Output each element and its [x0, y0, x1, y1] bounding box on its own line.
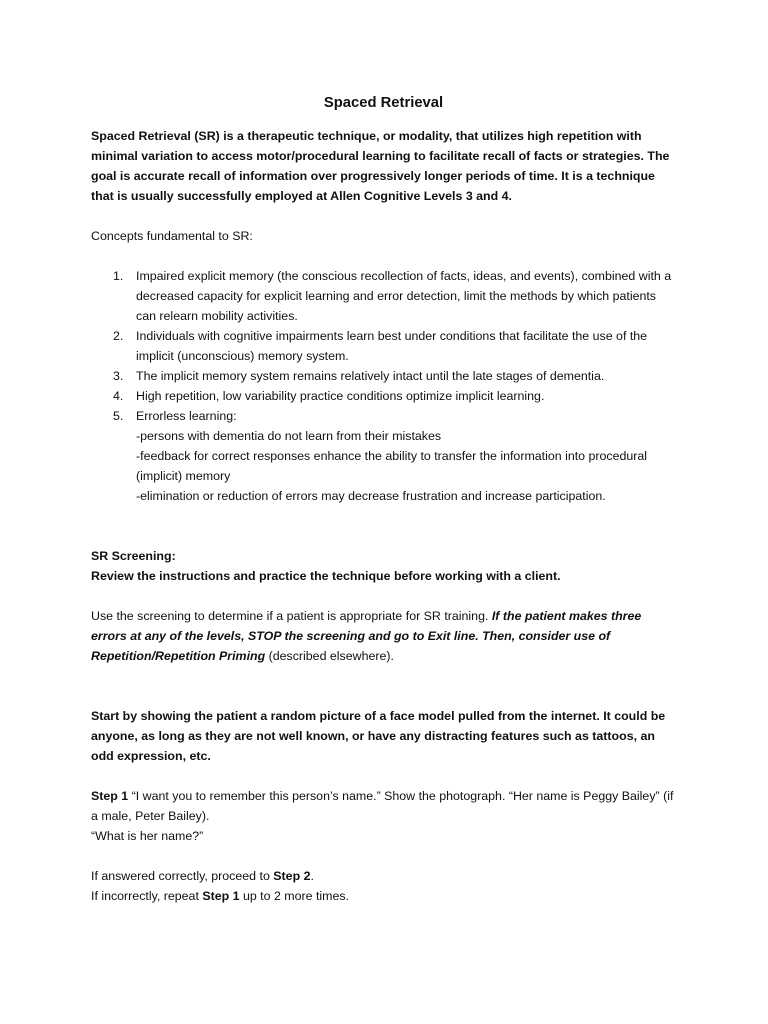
outcome-text-end: up to 2 more times. [239, 889, 350, 903]
errorless-item: -feedback for correct responses enhance the ability to transfer the information into procedural (implicit) memory [136, 449, 648, 483]
concepts-list [91, 266, 676, 506]
step1-label: Step 1 [91, 789, 129, 803]
list-item [91, 266, 676, 326]
step1-paragraph [91, 786, 676, 826]
concepts-heading: Concepts fundamental to SR: [91, 229, 253, 243]
list-number: 3. [113, 369, 124, 383]
step-reference: Step 2 [273, 869, 311, 883]
list-item [91, 326, 676, 366]
screening-heading: SR Screening: [91, 549, 176, 563]
errorless-item: -elimination or reduction of errors may decrease frustration and increase participation. [136, 489, 606, 503]
page-title: Spaced Retrieval [323, 95, 444, 111]
list-number: 1. [113, 269, 124, 283]
outcome-text: If answered correctly, proceed to [91, 869, 274, 883]
screening-warning: If the patient makes three errors at any of the levels, STOP the screening and go to Exit line. Then, consider use of Repetition/Repetition Priming [91, 609, 642, 663]
screening-paragraph [91, 606, 676, 666]
list-number: 4. [113, 389, 124, 403]
outcome-incorrect [91, 886, 676, 906]
list-item-text: Individuals with cognitive impairments learn best under conditions that facilitate the use of the implicit (unconscious) memory system. [136, 329, 648, 363]
screening-text: Use the screening to determine if a patient is appropriate for SR training. [91, 609, 492, 623]
screening-instruction: Review the instructions and practice the technique before working with a client. [91, 569, 561, 583]
start-paragraph: Start by showing the patient a random picture of a face model pulled from the internet. It could be anyone, as long as they are not well known, or have any distracting features such as tattoos, an odd expression, etc. [91, 709, 666, 763]
list-item [91, 366, 676, 386]
list-item [91, 406, 676, 506]
list-number: 2. [113, 329, 124, 343]
list-item [91, 386, 676, 406]
screening-text-end: (described elsewhere). [265, 649, 394, 663]
list-item-text: Errorless learning: [136, 409, 237, 423]
errorless-item: -persons with dementia do not learn from their mistakes [136, 429, 442, 443]
outcome-correct [91, 866, 676, 886]
intro-paragraph: Spaced Retrieval (SR) is a therapeutic technique, or modality, that utilizes high repetition with minimal variation to access motor/procedural learning to facilitate recall of facts or strategies. The goal is accurate recall of information over progressively longer periods of time. It is a technique that is usually successfully employed at Allen Cognitive Levels 3 and 4. [91, 129, 670, 203]
step1-text: “I want you to remember this person’s name.” Show the photograph. “Her name is Peggy Bailey” (if a male, Peter Bailey). [91, 789, 674, 823]
step-reference: Step 1 [202, 889, 240, 903]
list-number: 5. [113, 409, 124, 423]
list-item-text: The implicit memory system remains relatively intact until the late stages of dementia. [136, 369, 605, 383]
outcome-text: If incorrectly, repeat [91, 889, 203, 903]
list-item-text: High repetition, low variability practice conditions optimize implicit learning. [136, 389, 545, 403]
outcome-text-end: . [310, 869, 314, 883]
list-item-text: Impaired explicit memory (the conscious recollection of facts, ideas, and events), combined with a decreased capacity for explicit learning and error detection, limit the methods by which patients can relearn mobility activities. [136, 269, 672, 323]
step1-question: “What is her name?” [91, 829, 204, 843]
